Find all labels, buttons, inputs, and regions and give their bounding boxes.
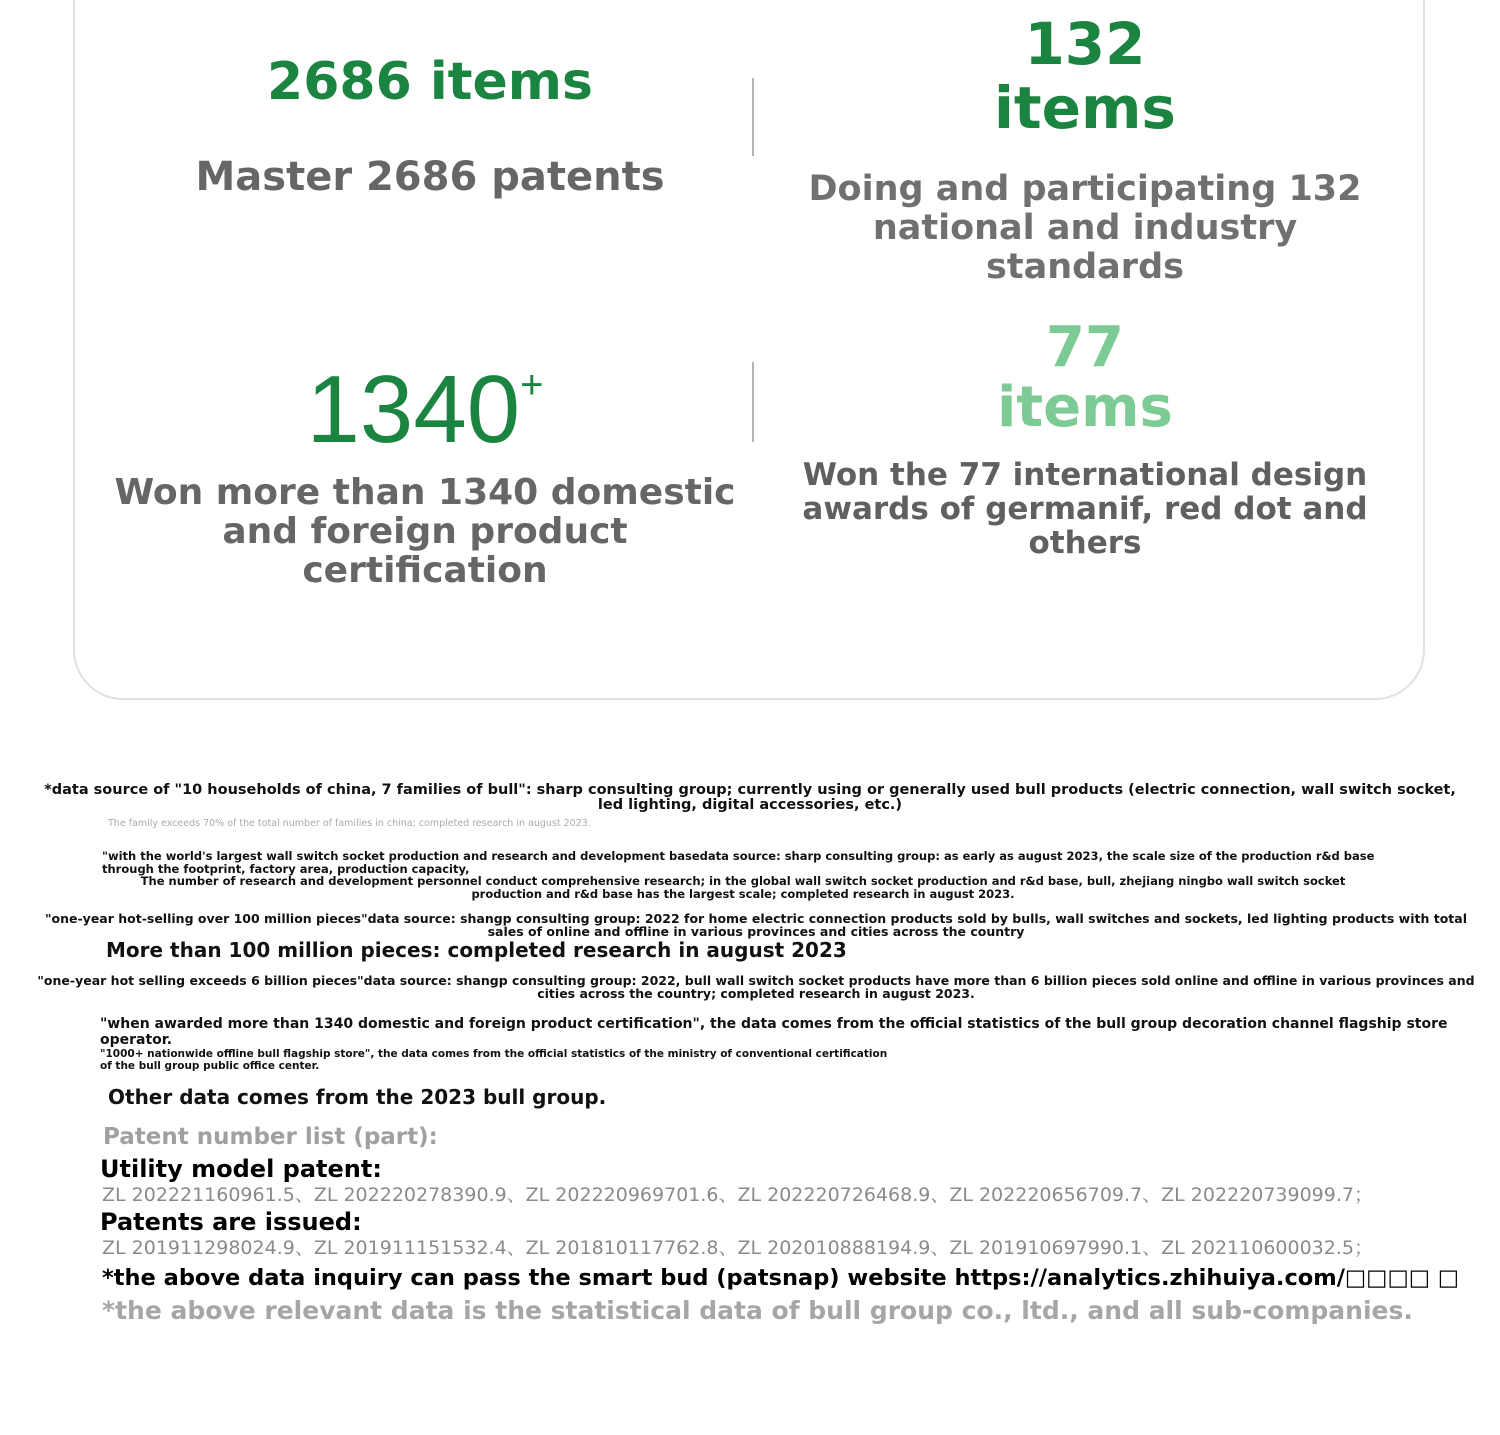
stat-value: 77 items — [997, 315, 1173, 440]
stat-description: Doing and participating 132 national and industry standards — [808, 169, 1362, 287]
stat-divider-top — [752, 78, 754, 156]
stat-value: 1340+ — [306, 356, 544, 463]
patent-list-heading: Patent number list (part): — [103, 1124, 438, 1150]
relevant-data-note: *the above relevant data is the statistical data of bull group co., ltd., and all sub-companies. — [102, 1296, 1413, 1325]
stat-divider-bottom — [752, 362, 754, 442]
note-households-sub: The family exceeds 70% of the total number of families in china; completed research in august 2023. — [108, 818, 591, 829]
stat-description: Won the 77 international design awards of germanif, red dot and others — [802, 457, 1368, 561]
note-other: Other data comes from the 2023 bull group. — [108, 1085, 607, 1109]
stat-value: 132 items — [994, 10, 1176, 142]
utility-patent-heading: Utility model patent: — [100, 1155, 382, 1183]
note-hot-6b: "one-year hot selling exceeds 6 billion pieces"data source: shangp consulting group: 2022, bull wall switch socket products have more than 6 billion pieces sold online and offline in various provinces and cities across the country; completed research in august 2023. — [37, 973, 1475, 1001]
issued-patent-numbers: ZL 201911298024.9、ZL 201911151532.4、ZL 201810117762.8、ZL 202010888194.9、ZL 201910697990.1、ZL 202110600032.5； — [102, 1237, 1373, 1259]
utility-patent-numbers: ZL 202221160961.5、ZL 202220278390.9、ZL 202220969701.6、ZL 202220726468.9、ZL 202220656709.7、ZL 202220739099.7； — [102, 1184, 1373, 1206]
note-cert-1340: "when awarded more than 1340 domestic and foreign product certification", the data comes from the official statistics of the bull group decoration channel flagship store operator. — [100, 1016, 1448, 1048]
stat-value: 2686 items — [267, 52, 593, 112]
stat-description: Master 2686 patents — [195, 154, 665, 200]
note-hot-100m-big: More than 100 million pieces: completed research in august 2023 — [106, 938, 847, 962]
note-largest-base-sub: The number of research and development personnel conduct comprehensive research; in the global wall switch socket production and r&d base, bull, zhejiang ningbo wall switch socket production and r&d base has the largest scale; completed research in august 2023. — [140, 874, 1346, 901]
note-largest-base: "with the world's largest wall switch socket production and research and development basedata source: sharp consulting group: as early as august 2023, the scale size of the production r&d base through the footprint, factory area, production capacity, — [102, 849, 1375, 876]
note-hot-100m: "one-year hot-selling over 100 million pieces"data source: shangp consulting group: 2022 for home electric connection products sold by bulls, wall switches and sockets, led lighting products with total sales of online and offline in various provinces and cities across the country — [45, 911, 1467, 939]
note-households: *data source of "10 households of china, 7 families of bull": sharp consulting group; currently using or generally used bull products (electric connection, wall switch socket, led lighting, digital accessories, etc.) — [44, 782, 1456, 813]
stat-description: Won more than 1340 domestic and foreign product certification — [114, 472, 736, 591]
inquiry-note: *the above data inquiry can pass the smart bud (patsnap) website https://analytics.zhihuiya.com/□□□□ □ — [102, 1265, 1460, 1291]
note-flagship: "1000+ nationwide offline bull flagship store", the data comes from the official statistics of the ministry of conventional certification of the bull group public office center. — [100, 1048, 888, 1072]
issued-patent-heading: Patents are issued: — [100, 1208, 362, 1236]
